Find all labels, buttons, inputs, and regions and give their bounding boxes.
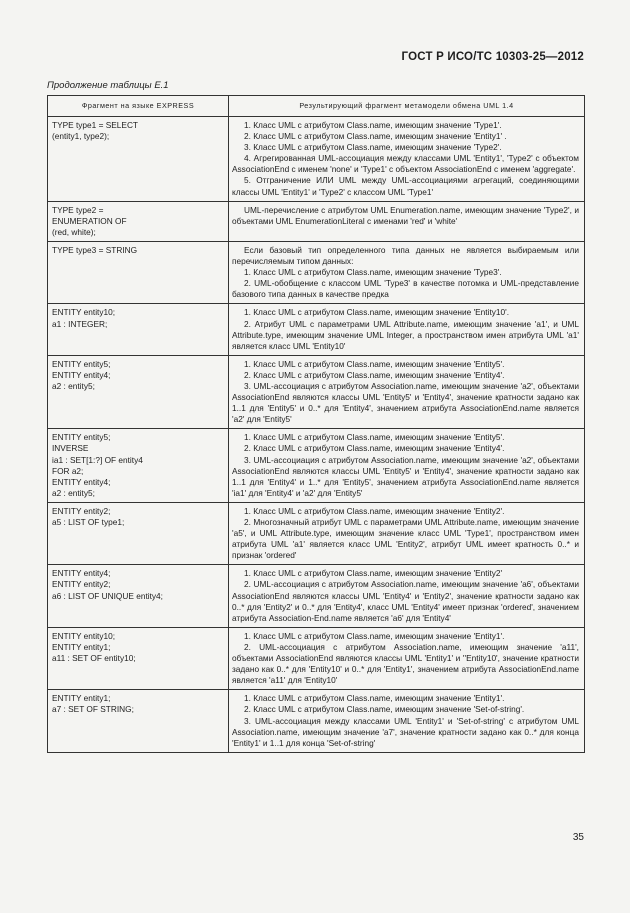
express-fragment-cell — [48, 304, 229, 355]
express-code-line: TYPE type3 = STRING — [52, 244, 138, 255]
uml-fragment-cell — [229, 201, 585, 241]
uml-description-paragraph: 2. Класс UML с атрибутом Class.name, имеющим значение 'Entity4'. — [244, 369, 505, 380]
express-code-line: a1 : INTEGER; — [52, 318, 108, 329]
table-row — [48, 355, 585, 429]
uml-description-paragraph: 2. UML-ассоциация с атрибутом Association.name, имеющим значение 'a11', объектами AssociationEnd являются классы UML 'Entity1' и ''Entity10', значение кратности задано как 0..* для 'Entity10' и 0..* для 'Entity1', значением атрибута AssociationEnd.name является 'a11' для 'Entity10' — [232, 641, 579, 686]
uml-fragment-cell — [229, 241, 585, 303]
express-code-line: FOR a2; — [52, 465, 84, 476]
uml-description-paragraph: 1. Класс UML с атрибутом Class.name, имеющим значение 'Entity2' — [244, 568, 503, 579]
uml-description-paragraph: 5. Отграничение ИЛИ UML между UML-ассоциациями агрегаций, соединяющими классы UML 'Entity1' и 'Type2' с классом UML 'Type1' — [232, 175, 579, 197]
uml-description-paragraph: 2. Класс UML с атрибутом Class.name, имеющим значение 'Entity1' . — [244, 131, 507, 142]
table-row — [48, 117, 585, 202]
express-fragment-cell — [48, 627, 229, 689]
uml-description-paragraph: 2. Атрибут UML с параметрами UML Attribute.name, имеющим значение 'a1', и UML Attribute.type, имеющим значение UML Integer, а пространством имен атрибута UML 'a1' является класс UML 'Entity10' — [232, 318, 579, 351]
express-code-line: TYPE type2 = — [52, 204, 104, 215]
express-code-line: ENTITY entity4; — [52, 476, 111, 487]
uml-description-paragraph: 1. Класс UML с атрибутом Class.name, имеющим значение 'Type3'. — [244, 267, 502, 278]
uml-fragment-cell — [229, 117, 585, 202]
express-code-line: ENTITY entity4; — [52, 568, 111, 579]
page-number: 35 — [572, 832, 584, 843]
table-row — [48, 241, 585, 303]
uml-description-paragraph: 2. Класс UML с атрибутом Class.name, имеющим значение 'Entity4'. — [244, 443, 505, 454]
express-fragment-cell — [48, 241, 229, 303]
uml-description-paragraph: 2. UML-ассоциация с атрибутом Association.name, имеющим значение 'a6', объектами AssociationEnd являются классы UML 'Entity4' и 'Entity2', значение кратности задано как 0..* для 'Entity2' и 0..* для 'Entity4', класс UML 'Entity4' имеет признак 'ordered', значением атрибута Association-End.name является 'a6' для 'Entity4' — [232, 579, 579, 623]
express-code-line: (red, white); — [52, 226, 96, 237]
uml-description-paragraph: 3. UML-ассоциация с атрибутом Association.name, имеющим значение 'a2', объектами AssociationEnd являются классы UML 'Entity5' и 'Entity4', значение кратности задано как 1..1 для 'Entity5' и 0..* для 'Entity4', значением атрибута AssociationEnd.name является 'a2' для 'Entity5' — [232, 380, 579, 425]
express-code-line: ENTITY entity10; — [52, 630, 116, 641]
express-fragment-cell — [48, 429, 229, 503]
express-code-line: INVERSE — [52, 443, 89, 454]
uml-fragment-cell — [229, 502, 585, 564]
express-fragment-cell — [48, 690, 229, 752]
express-code-line: ia1 : SET[1:?] OF entity4 — [52, 454, 143, 465]
table-row — [48, 429, 585, 503]
uml-description-paragraph: 1. Класс UML с атрибутом Class.name, имеющим значение 'Entity10'. — [244, 307, 510, 318]
table-body — [48, 117, 585, 753]
uml-description-paragraph: UML-перечисление с атрибутом UML Enumeration.name, имеющим значение 'Type2', и объектами UML EnumerationLiteral с именами 'red' и 'white' — [232, 204, 579, 226]
table-row — [48, 201, 585, 241]
uml-description-paragraph: Если базовый тип определенного типа данных не является выбираемым или перечисляемым типом данных: — [232, 244, 579, 267]
table-row — [48, 304, 585, 355]
express-code-line: a2 : entity5; — [52, 380, 95, 391]
express-code-line: ENTITY entity1; — [52, 693, 111, 704]
uml-description-paragraph: 2. Многозначный атрибут UML с параметрами UML Attribute.name, имеющим значение 'a5', и UML Attribute.type, имеющим значение класс UML 'Type1', пространством имен атрибута UML 'a1' является класс UML 'Entity2', атрибут UML имеет кратность 0..* и признак 'ordered' — [232, 517, 579, 561]
express-fragment-cell — [48, 117, 229, 202]
express-code-line: a11 : SET OF entity10; — [52, 653, 136, 664]
express-code-line: a5 : LIST OF type1; — [52, 517, 125, 527]
express-code-line: (entity1, type2); — [52, 131, 110, 142]
express-code-line: ENTITY entity5; — [52, 358, 111, 369]
uml-fragment-cell — [229, 565, 585, 627]
uml-description-paragraph: 4. Агрегированная UML-ассоциация между классами UML 'Entity1', 'Type2' с объектом AssociationEnd с именем 'none' и 'Type1' с объектом AssociationEnd с именем 'aggregate'. — [232, 153, 579, 175]
uml-fragment-cell — [229, 304, 585, 355]
express-code-line: a2 : entity5; — [52, 487, 95, 498]
table-row — [48, 502, 585, 564]
uml-description-paragraph: 1. Класс UML с атрибутом Class.name, имеющим значение 'Entity5'. — [244, 358, 505, 369]
uml-description-paragraph: 1. Класс UML с атрибутом Class.name, имеющим значение 'Type1'. — [244, 120, 502, 130]
uml-fragment-cell — [229, 355, 585, 429]
column-header-uml: Результирующий фрагмент метамодели обмена UML 1.4 — [229, 96, 585, 117]
uml-description-paragraph: 2. UML-обобщение с классом UML 'Type3' в качестве потомка и UML-представление базового типа данных в качестве предка — [232, 278, 579, 300]
mapping-table — [47, 95, 585, 753]
table-row — [48, 690, 585, 752]
express-code-line: ENTITY entity5; — [52, 432, 111, 443]
express-fragment-cell — [48, 502, 229, 564]
uml-description-paragraph: 1. Класс UML с атрибутом Class.name, имеющим значение 'Entity5'. — [244, 432, 505, 443]
uml-description-paragraph: 3. UML-ассоциация с атрибутом Association.name, имеющим значение 'a2', объектами AssociationEnd являются классы UML 'Entity5' и 'Entity4', значение кратности задано как 1..1 для 'Entity4' и 1..* для 'Entity5', значением атрибута AssociationEnd.name является 'ia1' для 'Entity4' и 'a2' для 'Entity5' — [232, 454, 579, 498]
table-caption: Продолжение таблицы E.1 — [47, 80, 169, 91]
uml-description-paragraph: 3. UML-ассоциация между классами UML 'Entity1' и 'Set-of-string' с атрибутом UML Association.name, имеющим значение 'a7', значение кратности задано как 0..* для конца 'Entity1' и 1..1 для конца 'Set-of-string' — [232, 715, 579, 748]
table-header-row — [48, 96, 585, 117]
uml-fragment-cell — [229, 627, 585, 689]
express-code-line: ENTITY entity10; — [52, 307, 116, 318]
uml-fragment-cell — [229, 429, 585, 503]
table-row — [48, 565, 585, 627]
express-code-line: TYPE type1 = SELECT — [52, 120, 139, 130]
uml-description-paragraph: 2. Класс UML с атрибутом Class.name, имеющим значение 'Set-of-string'. — [244, 704, 525, 715]
express-code-line: ENTITY entity4; — [52, 369, 111, 380]
document-header: ГОСТ Р ИСО/ТС 10303-25—2012 — [401, 51, 584, 63]
express-fragment-cell — [48, 565, 229, 627]
table-row — [48, 627, 585, 689]
express-code-line: ENTITY entity2; — [52, 505, 111, 516]
express-fragment-cell — [48, 355, 229, 429]
express-fragment-cell — [48, 201, 229, 241]
uml-description-paragraph: 1. Класс UML с атрибутом Class.name, имеющим значение 'Entity1'. — [244, 630, 505, 641]
express-code-line: a6 : LIST OF UNIQUE entity4; — [52, 590, 163, 601]
uml-description-paragraph: 1. Класс UML с атрибутом Class.name, имеющим значение 'Entity1'. — [244, 693, 505, 704]
column-header-express: Фрагмент на языке EXPRESS — [48, 96, 229, 117]
uml-fragment-cell — [229, 690, 585, 752]
express-code-line: ENTITY entity2; — [52, 579, 111, 590]
uml-description-paragraph: 3. Класс UML с атрибутом Class.name, имеющим значение 'Type2'. — [244, 142, 502, 153]
express-code-line: ENTITY entity1; — [52, 641, 111, 652]
express-code-line: ENUMERATION OF — [52, 215, 127, 226]
uml-description-paragraph: 1. Класс UML с атрибутом Class.name, имеющим значение 'Entity2'. — [244, 505, 505, 516]
express-code-line: a7 : SET OF STRING; — [52, 704, 134, 715]
